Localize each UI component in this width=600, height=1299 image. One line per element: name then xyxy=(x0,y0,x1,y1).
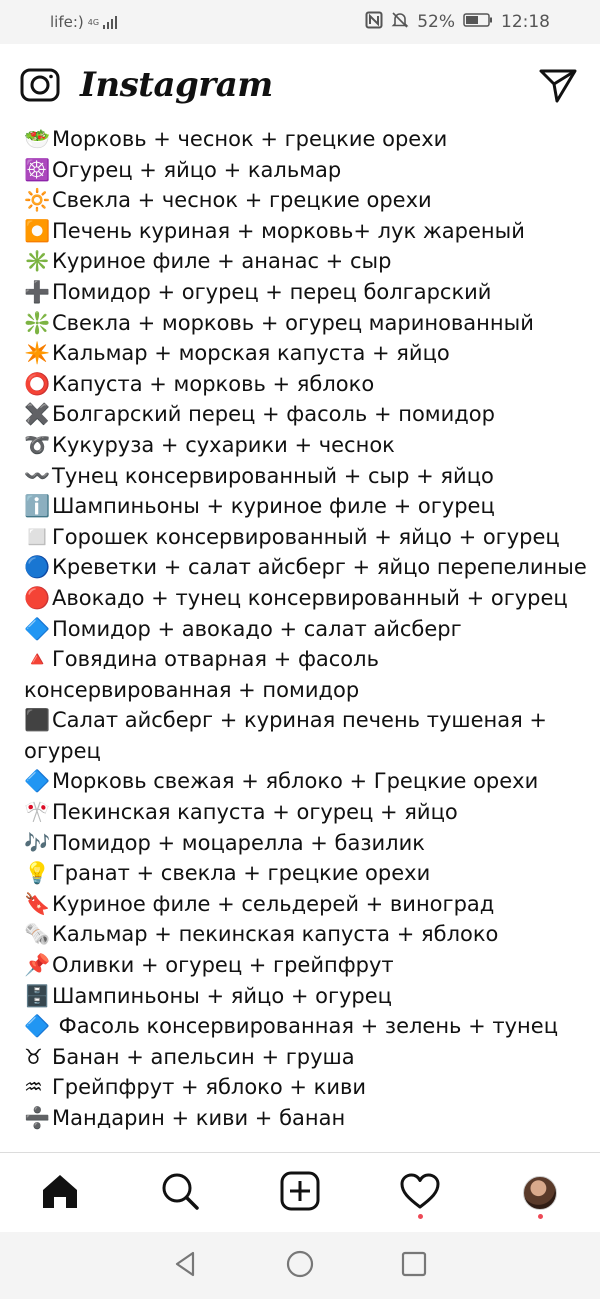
bottom-nav xyxy=(0,1152,600,1232)
activity-notification-dot xyxy=(418,1214,423,1219)
profile-notification-dot xyxy=(538,1214,543,1219)
caption-line: ➕Помидор + огурец + перец болгарский xyxy=(24,279,492,304)
caption-line: ✖️Болгарский перец + фасоль + помидор xyxy=(24,402,495,427)
caption-line: ⭕Капуста + морковь + яблоко xyxy=(24,371,375,396)
caption-line: 🔖Куриное филе + сельдерей + виноград xyxy=(24,891,495,916)
post-caption xyxy=(0,124,600,1152)
status-left xyxy=(50,13,117,31)
caption-line: 🔺Говядина отварная + фасоль консервированная + помидор xyxy=(24,647,379,702)
direct-message-icon[interactable] xyxy=(538,67,578,103)
caption-line: 🔵Креветки + салат айсберг + яйцо перепелиные xyxy=(24,555,587,580)
caption-line: ℹ️Шампиньоны + куриное филе + огурец xyxy=(24,494,495,519)
caption-line: ♒ Грейпфрут + яблоко + киви xyxy=(24,1075,367,1100)
caption-line: 🔷Морковь свежая + яблоко + Грецкие орехи xyxy=(24,769,539,794)
caption-line: 🥗Морковь + чеснок + грецкие орехи xyxy=(24,127,448,151)
caption-line: ➰Кукуруза + сухарики + чеснок xyxy=(24,432,395,457)
network-type-label: 4G xyxy=(87,17,100,27)
caption-line: 🔆Свекла + чеснок + грецкие орехи xyxy=(24,188,432,213)
new-post-icon xyxy=(280,1171,320,1215)
search-icon xyxy=(160,1171,200,1215)
caption-line: ✳️Куриное филе + ананас + сыр xyxy=(24,249,392,274)
caption-line: ✴️Кальмар + морская капуста + яйцо xyxy=(24,341,450,366)
caption-line: 🗄️Шампиньоны + яйцо + огурец xyxy=(24,983,392,1008)
nav-search[interactable] xyxy=(150,1163,210,1223)
caption-line: 🗞️Кальмар + пекинская капуста + яблоко xyxy=(24,922,499,947)
caption-line: ☸️Огурец + яйцо + кальмар xyxy=(24,157,342,182)
nav-activity[interactable] xyxy=(390,1163,450,1223)
nav-profile[interactable] xyxy=(510,1163,570,1223)
nav-home[interactable] xyxy=(30,1163,90,1223)
avatar xyxy=(523,1176,557,1210)
caption-line: 🔷 Фасоль консервированная + зелень + тунец xyxy=(24,1014,558,1039)
app-title: Instagram xyxy=(80,65,273,105)
caption-line: ❇️Свекла + морковь + огурец маринованный xyxy=(24,310,534,335)
caption-line: ➗Мандарин + киви + банан xyxy=(24,1106,346,1130)
nfc-icon xyxy=(365,11,383,34)
caption-line: 🔴Авокадо + тунец консервированный + огурец xyxy=(24,585,568,610)
caption-line: ⬛Салат айсберг + куриная печень тушеная + огурец xyxy=(24,708,548,763)
caption-line: 📌Оливки + огурец + грейпфрут xyxy=(24,953,394,978)
clock: 12:18 xyxy=(501,12,550,32)
caption-line: ⏺️Печень куриная + морковь+ лук жареный xyxy=(24,218,525,243)
status-bar xyxy=(0,0,600,44)
signal-icon xyxy=(103,15,117,29)
caption-line: 🎶Помидор + моцарелла + базилик xyxy=(24,830,425,855)
battery-percent: 52% xyxy=(417,12,455,32)
camera-icon[interactable] xyxy=(20,67,60,103)
battery-icon xyxy=(463,12,493,33)
caption-line: ◻️Горошек консервированный + яйцо + огурец xyxy=(24,524,560,549)
caption-line: 〰️Тунец консервированный + сыр + яйцо xyxy=(24,463,494,488)
carrier-label: life:) xyxy=(50,13,84,31)
caption-line: ♉ Банан + апельсин + груша xyxy=(24,1044,355,1069)
home-circle-icon[interactable] xyxy=(285,1249,315,1283)
app-header xyxy=(0,44,600,126)
caption-line: 🔷Помидор + авокадо + салат айсберг xyxy=(24,616,462,641)
mute-bell-icon xyxy=(391,11,409,34)
heart-icon xyxy=(400,1173,440,1213)
status-right xyxy=(365,11,550,34)
system-nav-bar xyxy=(0,1232,600,1299)
home-icon xyxy=(40,1171,80,1215)
caption-line: 🎌Пекинская капуста + огурец + яйцо xyxy=(24,800,458,825)
nav-new-post[interactable] xyxy=(270,1163,330,1223)
back-triangle-icon[interactable] xyxy=(171,1249,201,1283)
caption-line: 💡Гранат + свекла + грецкие орехи xyxy=(24,861,431,886)
recents-square-icon[interactable] xyxy=(399,1249,429,1283)
